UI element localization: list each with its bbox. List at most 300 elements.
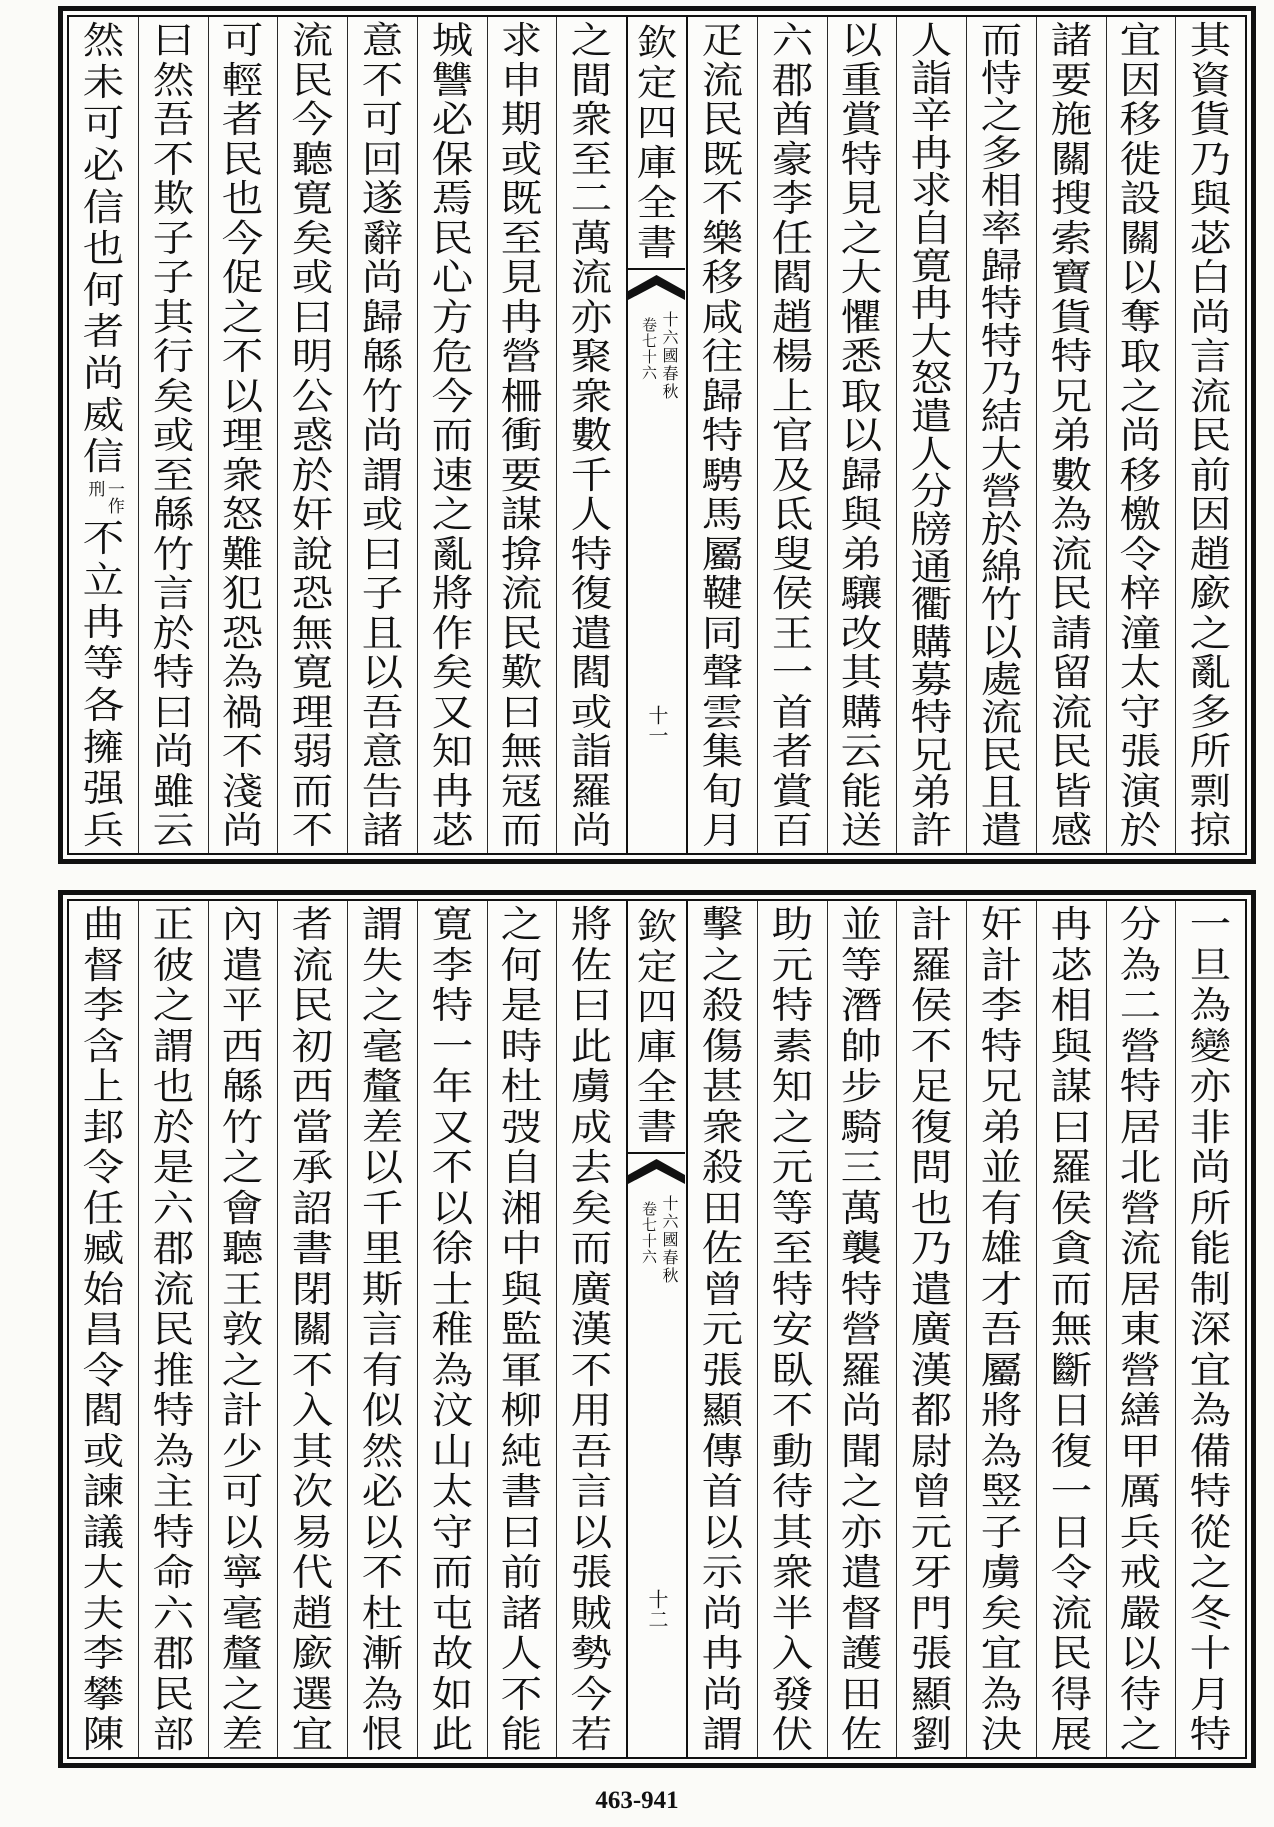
glyph: 令 bbox=[82, 1348, 125, 1392]
glyph: 懼 bbox=[841, 295, 883, 339]
glyph: 於 bbox=[152, 611, 194, 655]
glyph: 士 bbox=[431, 1267, 473, 1311]
glyph: 之 bbox=[841, 216, 883, 260]
glyph: 欽 bbox=[636, 23, 678, 64]
glyph: 怒 bbox=[910, 357, 953, 401]
glyph: 大 bbox=[82, 1551, 125, 1594]
glyph: 詔 bbox=[291, 1186, 334, 1230]
glyph: 尚 bbox=[1120, 414, 1162, 457]
glyph: 然 bbox=[82, 19, 125, 62]
glyph: 特 bbox=[980, 282, 1023, 326]
glyph: 北 bbox=[1120, 1146, 1162, 1189]
glyph: 月 bbox=[1189, 1672, 1232, 1716]
glyph: 部 bbox=[152, 1713, 194, 1756]
glyph: 山 bbox=[431, 1429, 473, 1473]
glyph: 伏 bbox=[771, 1713, 813, 1756]
glyph: 求 bbox=[910, 169, 953, 213]
glyph: 豪 bbox=[771, 137, 813, 181]
glyph: 才 bbox=[980, 1267, 1023, 1311]
glyph: 矣 bbox=[291, 216, 334, 260]
glyph: 以 bbox=[222, 1510, 264, 1554]
glyph: 而 bbox=[501, 809, 543, 852]
glyph: 不 bbox=[431, 1146, 473, 1189]
glyph: 謀 bbox=[1050, 1065, 1092, 1108]
glyph: 初 bbox=[291, 1024, 334, 1068]
glyph: 殺 bbox=[701, 984, 744, 1027]
glyph: 大 bbox=[841, 256, 883, 299]
glyph: 官 bbox=[771, 414, 813, 457]
glyph: 差 bbox=[222, 1713, 264, 1756]
glyph: 冦 bbox=[501, 769, 543, 813]
glyph: 羅 bbox=[841, 1348, 883, 1392]
glyph: 必 bbox=[431, 98, 473, 141]
glyph: 民 bbox=[1050, 730, 1092, 773]
glyph: 遣 bbox=[980, 808, 1023, 852]
glyph: 為 bbox=[222, 651, 264, 694]
glyph: 失 bbox=[361, 943, 404, 987]
glyph: 趙 bbox=[771, 295, 813, 339]
glyph: 邽 bbox=[82, 1105, 125, 1149]
glyph: 衝 bbox=[501, 414, 543, 457]
text-column bbox=[688, 901, 757, 1757]
glyph: 入 bbox=[291, 1389, 334, 1432]
glyph: 往 bbox=[701, 335, 744, 378]
glyph: 梓 bbox=[1120, 572, 1162, 615]
glyph: 以 bbox=[431, 1186, 473, 1230]
glyph: 遣 bbox=[222, 943, 264, 987]
glyph: 六 bbox=[152, 1591, 194, 1635]
glyph: 可 bbox=[82, 102, 125, 146]
upper-page-body bbox=[67, 15, 1247, 855]
glyph: 取 bbox=[841, 374, 883, 418]
glyph: 之 bbox=[1120, 374, 1162, 418]
glyph: 或 bbox=[361, 493, 404, 536]
glyph: 冬 bbox=[1189, 1591, 1232, 1635]
glyph: 或 bbox=[82, 1429, 125, 1473]
glyph: 之 bbox=[152, 984, 194, 1027]
glyph: 佐 bbox=[701, 1227, 744, 1270]
glyph: 或 bbox=[570, 690, 613, 734]
glyph: 楊 bbox=[771, 335, 813, 378]
glyph: 閻 bbox=[771, 256, 813, 299]
glyph: 取 bbox=[1120, 335, 1162, 378]
glyph: 騎 bbox=[841, 1105, 883, 1149]
lower-page-frame bbox=[58, 890, 1256, 1768]
glyph: 特 bbox=[1050, 335, 1092, 378]
glyph: 不 bbox=[222, 730, 264, 773]
glyph: 郡 bbox=[771, 58, 813, 102]
glyph: 民 bbox=[701, 98, 744, 141]
glyph: 計 bbox=[910, 903, 953, 946]
glyph: 促 bbox=[222, 256, 264, 299]
glyph: 弱 bbox=[291, 730, 334, 773]
glyph: 之 bbox=[570, 19, 613, 62]
glyph: 而 bbox=[431, 1551, 473, 1594]
glyph: 督 bbox=[841, 1591, 883, 1635]
text-column bbox=[757, 17, 827, 853]
glyph: 非 bbox=[1189, 1105, 1232, 1149]
glyph: 與 bbox=[1189, 177, 1232, 220]
glyph: 為 bbox=[1189, 984, 1232, 1027]
glyph: 及 bbox=[771, 453, 813, 497]
glyph: 分 bbox=[1120, 903, 1162, 946]
glyph: 叟 bbox=[771, 532, 813, 576]
glyph: 弢 bbox=[501, 1105, 543, 1149]
glyph: 特 bbox=[841, 1267, 883, 1311]
glyph: 募 bbox=[910, 658, 953, 702]
glyph: 謂 bbox=[701, 1713, 744, 1756]
glyph: 行 bbox=[152, 335, 194, 378]
glyph: 且 bbox=[980, 771, 1023, 815]
glyph: 制 bbox=[1189, 1267, 1232, 1311]
glyph: 入 bbox=[771, 1632, 813, 1675]
glyph: 於 bbox=[152, 1105, 194, 1149]
glyph: 以 bbox=[841, 19, 883, 62]
glyph: 分 bbox=[910, 470, 953, 514]
glyph: 知 bbox=[431, 730, 473, 773]
glyph: 兄 bbox=[980, 1065, 1023, 1108]
glyph: 至 bbox=[501, 216, 543, 260]
glyph: 云 bbox=[841, 730, 883, 773]
glyph: 郡 bbox=[152, 1227, 194, 1270]
glyph: 流 bbox=[152, 1267, 194, 1311]
glyph: 遣 bbox=[570, 611, 613, 655]
glyph: 而 bbox=[980, 19, 1023, 62]
glyph: 之 bbox=[1189, 611, 1232, 655]
glyph: 而 bbox=[291, 769, 334, 813]
glyph: 並 bbox=[980, 1146, 1023, 1189]
glyph: 大 bbox=[910, 319, 953, 363]
glyph: 侯 bbox=[910, 984, 953, 1027]
glyph: 矣 bbox=[152, 374, 194, 418]
glyph: 選 bbox=[291, 1672, 334, 1716]
glyph: 甲 bbox=[1120, 1429, 1162, 1473]
glyph: 承 bbox=[291, 1146, 334, 1189]
glyph: 言 bbox=[361, 1308, 404, 1351]
glyph: 馬 bbox=[701, 493, 744, 536]
glyph: 矣 bbox=[980, 1591, 1023, 1635]
glyph: 閻 bbox=[82, 1389, 125, 1432]
glyph: 關 bbox=[1050, 137, 1092, 181]
glyph: 六 bbox=[152, 1186, 194, 1230]
glyph: 帥 bbox=[841, 1024, 883, 1068]
glyph: 漢 bbox=[570, 1308, 613, 1351]
glyph: 亦 bbox=[841, 1510, 883, 1554]
glyph: 佐 bbox=[570, 943, 613, 987]
glyph: 奸 bbox=[291, 493, 334, 536]
center-volume: 卷七十六 bbox=[640, 317, 658, 381]
glyph: 於 bbox=[1120, 809, 1162, 852]
glyph: 令 bbox=[82, 1146, 125, 1189]
glyph: 欽 bbox=[636, 907, 678, 948]
glyph: 移 bbox=[1120, 453, 1162, 497]
glyph: 流 bbox=[291, 19, 334, 62]
center-title bbox=[628, 23, 686, 264]
glyph: 信 bbox=[82, 435, 125, 479]
glyph: 衆 bbox=[570, 374, 613, 418]
glyph: 是 bbox=[501, 984, 543, 1027]
glyph: 西 bbox=[291, 1065, 334, 1108]
text-column bbox=[896, 901, 966, 1757]
glyph: 遣 bbox=[841, 1551, 883, 1594]
glyph: 書 bbox=[636, 223, 678, 264]
glyph: 辭 bbox=[361, 216, 404, 260]
glyph: 萬 bbox=[841, 1186, 883, 1230]
glyph: 一 bbox=[431, 1024, 473, 1068]
glyph: 元 bbox=[910, 1510, 953, 1554]
glyph: 淺 bbox=[222, 769, 264, 813]
glyph: 郡 bbox=[152, 1632, 194, 1675]
glyph: 冉 bbox=[1050, 903, 1092, 946]
glyph: 徙 bbox=[1120, 137, 1162, 181]
glyph: 寧 bbox=[222, 1551, 264, 1594]
glyph: 與 bbox=[841, 493, 883, 536]
text-column bbox=[277, 901, 347, 1757]
glyph: 必 bbox=[361, 1470, 404, 1513]
glyph: 半 bbox=[771, 1591, 813, 1635]
glyph: 也 bbox=[910, 1186, 953, 1230]
glyph: 廞 bbox=[291, 1632, 334, 1675]
glyph: 流 bbox=[1050, 532, 1092, 576]
glyph: 劉 bbox=[910, 1713, 953, 1756]
glyph: 於 bbox=[980, 507, 1023, 551]
glyph: 通 bbox=[910, 545, 953, 589]
glyph: 能 bbox=[841, 769, 883, 813]
glyph: 亦 bbox=[570, 295, 613, 339]
glyph: 百 bbox=[771, 809, 813, 852]
glyph: 成 bbox=[570, 1105, 613, 1149]
glyph: 張 bbox=[570, 1551, 613, 1594]
glyph: 千 bbox=[570, 453, 613, 497]
glyph: 何 bbox=[501, 943, 543, 987]
glyph: 子 bbox=[152, 216, 194, 260]
glyph: 柵 bbox=[501, 374, 543, 418]
glyph: 恐 bbox=[222, 611, 264, 655]
glyph: 弟 bbox=[980, 1105, 1023, 1149]
glyph: 意 bbox=[361, 730, 404, 773]
glyph: 流 bbox=[1120, 1227, 1162, 1270]
glyph: 以 bbox=[570, 1510, 613, 1554]
glyph: 稚 bbox=[431, 1308, 473, 1351]
glyph: 諸 bbox=[501, 1591, 543, 1635]
glyph: 率 bbox=[980, 207, 1023, 251]
glyph: 期 bbox=[501, 98, 543, 141]
glyph: 特 bbox=[701, 414, 744, 457]
glyph: 曰 bbox=[152, 690, 194, 734]
glyph: 人 bbox=[501, 1632, 543, 1675]
glyph: 尚 bbox=[82, 352, 125, 396]
glyph: 營 bbox=[841, 1308, 883, 1351]
glyph: 居 bbox=[1120, 1105, 1162, 1149]
text-column bbox=[208, 17, 278, 853]
glyph: 閻 bbox=[570, 651, 613, 694]
glyph: 有 bbox=[980, 1186, 1023, 1230]
text-column bbox=[347, 901, 417, 1757]
glyph: 尚 bbox=[701, 1672, 744, 1716]
glyph: 結 bbox=[980, 395, 1023, 439]
text-column bbox=[556, 901, 626, 1757]
glyph: 寛 bbox=[291, 651, 334, 694]
glyph: 柳 bbox=[501, 1389, 543, 1432]
glyph: 威 bbox=[82, 393, 125, 437]
glyph: 尚 bbox=[222, 809, 264, 852]
glyph: 咸 bbox=[701, 295, 744, 339]
text-column bbox=[966, 901, 1036, 1757]
glyph: 日 bbox=[1050, 1389, 1092, 1432]
glyph: 特 bbox=[570, 532, 613, 576]
glyph: 首 bbox=[701, 1470, 744, 1513]
glyph: 嚴 bbox=[1120, 1591, 1162, 1635]
glyph: 曲 bbox=[82, 903, 125, 946]
glyph: 彼 bbox=[152, 943, 194, 987]
glyph: 兵 bbox=[82, 808, 125, 852]
glyph: 督 bbox=[82, 943, 125, 987]
text-column bbox=[896, 17, 966, 853]
glyph: 里 bbox=[361, 1227, 404, 1270]
glyph: 索 bbox=[1050, 216, 1092, 260]
glyph: 送 bbox=[841, 809, 883, 852]
glyph: 為 bbox=[431, 1348, 473, 1392]
glyph: 弟 bbox=[841, 532, 883, 576]
glyph: 漸 bbox=[361, 1632, 404, 1675]
glyph: 特 bbox=[910, 695, 953, 739]
glyph: 宜 bbox=[1120, 19, 1162, 62]
glyph: 曾 bbox=[701, 1267, 744, 1311]
glyph: 尉 bbox=[910, 1429, 953, 1473]
glyph: 演 bbox=[1120, 769, 1162, 813]
glyph: 曰 bbox=[152, 19, 194, 62]
glyph: 不 bbox=[361, 1551, 404, 1594]
glyph: 以 bbox=[222, 374, 264, 418]
glyph: 侯 bbox=[771, 572, 813, 615]
glyph: 定 bbox=[636, 63, 678, 104]
glyph: 屯 bbox=[431, 1591, 473, 1635]
glyph: 詣 bbox=[570, 730, 613, 773]
glyph: 田 bbox=[841, 1672, 883, 1716]
glyph: 聽 bbox=[222, 1227, 264, 1270]
glyph: 發 bbox=[771, 1672, 813, 1716]
glyph: 吾 bbox=[152, 98, 194, 141]
glyph: 搜 bbox=[1050, 177, 1092, 220]
glyph: 此 bbox=[570, 1024, 613, 1068]
glyph: 廞 bbox=[1189, 572, 1232, 615]
glyph: 太 bbox=[1120, 651, 1162, 694]
glyph: 雖 bbox=[152, 769, 194, 813]
glyph: 方 bbox=[431, 295, 473, 339]
glyph: 其 bbox=[771, 1510, 813, 1554]
glyph: 自 bbox=[910, 207, 953, 251]
glyph: 處 bbox=[980, 658, 1023, 702]
glyph: 各 bbox=[82, 683, 125, 727]
glyph: 既 bbox=[501, 177, 543, 220]
glyph: 許 bbox=[910, 808, 953, 852]
text-column bbox=[487, 17, 557, 853]
glyph: 其 bbox=[1189, 19, 1232, 62]
glyph: 關 bbox=[1120, 216, 1162, 260]
glyph: 强 bbox=[82, 767, 125, 811]
text-column bbox=[1175, 17, 1245, 853]
glyph: 四 bbox=[636, 987, 678, 1028]
glyph: 之 bbox=[701, 943, 744, 987]
glyph: 至 bbox=[771, 1227, 813, 1270]
glyph: 驤 bbox=[841, 572, 883, 615]
glyph: 間 bbox=[570, 58, 613, 102]
glyph: 二 bbox=[1120, 984, 1162, 1027]
glyph: 特 bbox=[980, 1024, 1023, 1068]
glyph: 以 bbox=[841, 414, 883, 457]
glyph: 公 bbox=[291, 374, 334, 418]
glyph: 酋 bbox=[771, 98, 813, 141]
glyph: 多 bbox=[980, 131, 1023, 175]
glyph: 或 bbox=[291, 256, 334, 299]
glyph: 月 bbox=[701, 809, 744, 852]
glyph: 曰 bbox=[501, 1510, 543, 1554]
glyph: 不 bbox=[291, 1348, 334, 1392]
glyph: 賊 bbox=[570, 1591, 613, 1635]
glyph: 流 bbox=[291, 943, 334, 987]
glyph: 不 bbox=[361, 58, 404, 102]
glyph: 監 bbox=[501, 1308, 543, 1351]
glyph: 作 bbox=[431, 611, 473, 655]
glyph: 令 bbox=[1050, 1551, 1092, 1594]
glyph: 能 bbox=[501, 1713, 543, 1756]
glyph: 遣 bbox=[910, 395, 953, 439]
text-column bbox=[417, 901, 487, 1757]
glyph: 正 bbox=[152, 903, 194, 946]
glyph: 釐 bbox=[222, 1632, 264, 1675]
glyph: 可 bbox=[361, 98, 404, 141]
glyph: 故 bbox=[431, 1632, 473, 1675]
glyph: 平 bbox=[222, 984, 264, 1027]
glyph: 以 bbox=[1120, 256, 1162, 299]
fishtail-mark bbox=[628, 1151, 685, 1187]
glyph: 貪 bbox=[1050, 1227, 1092, 1270]
glyph: 歎 bbox=[501, 651, 543, 694]
glyph: 汶 bbox=[431, 1389, 473, 1432]
glyph: 之 bbox=[222, 1348, 264, 1392]
glyph: 多 bbox=[1189, 690, 1232, 734]
glyph: 前 bbox=[1189, 453, 1232, 497]
glyph: 上 bbox=[771, 374, 813, 418]
glyph: 始 bbox=[82, 1267, 125, 1311]
glyph: 如 bbox=[431, 1672, 473, 1716]
glyph: 吾 bbox=[570, 1429, 613, 1473]
glyph: 申 bbox=[501, 58, 543, 102]
glyph: 檄 bbox=[1120, 493, 1162, 536]
glyph: 求 bbox=[501, 19, 543, 62]
glyph: 意 bbox=[361, 19, 404, 62]
glyph: 無 bbox=[501, 730, 543, 773]
glyph: 焉 bbox=[431, 177, 473, 220]
glyph: 告 bbox=[361, 769, 404, 813]
glyph: 民 bbox=[152, 1308, 194, 1351]
glyph: 以 bbox=[980, 620, 1023, 664]
glyph: 虜 bbox=[570, 1065, 613, 1108]
glyph: 奸 bbox=[980, 903, 1023, 946]
glyph: 代 bbox=[291, 1551, 334, 1594]
glyph: 衆 bbox=[222, 453, 264, 497]
glyph: 今 bbox=[570, 1672, 613, 1716]
glyph: 夫 bbox=[82, 1591, 125, 1635]
glyph: 關 bbox=[291, 1308, 334, 1351]
glyph: 寶 bbox=[1050, 256, 1092, 299]
glyph: 以 bbox=[361, 1146, 404, 1189]
glyph: 其 bbox=[291, 1429, 334, 1473]
glyph: 以 bbox=[361, 1510, 404, 1554]
glyph: 擁 bbox=[82, 725, 125, 769]
glyph: 可 bbox=[222, 1470, 264, 1513]
glyph: 計 bbox=[980, 943, 1023, 987]
